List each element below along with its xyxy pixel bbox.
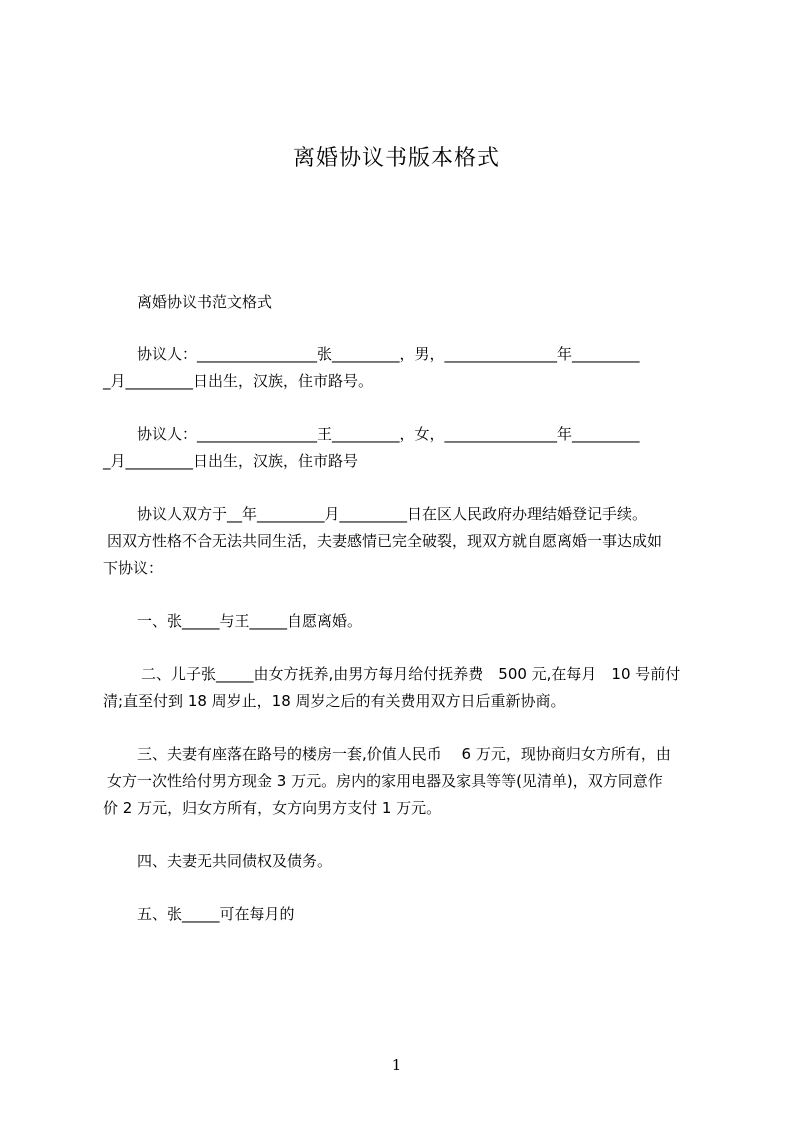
party1-line1: 协议人：________________张_________，男，_______________年_________ — [137, 345, 640, 363]
clause-4: 四、夫妻无共同债权及债务。 — [137, 852, 333, 870]
clause-1: 一、张_____与王_____自愿离婚。 — [137, 612, 363, 630]
subtitle: 离婚协议书范文格式 — [137, 293, 273, 311]
intro-line2: 因双方性格不合无法共同生活，夫妻感情已完全破裂，现双方就自愿离婚一事达成如 — [107, 532, 663, 550]
page-number: 1 — [391, 1056, 402, 1074]
clause-2-line1: 二、儿子张_____由女方抚养,由男方每月给付抚养费 500 元,在每月 10 号前付 — [141, 665, 681, 683]
clause-3-line2: 女方一次性给付男方现金 3 万元。房内的家用电器及家具等等(见清单)，双方同意作 — [107, 772, 663, 790]
clause-3-line3: 价 2 万元，归女方所有，女方向男方支付 1 万元。 — [103, 799, 442, 817]
intro-line3: 下协议： — [103, 559, 164, 577]
party2-line1: 协议人：________________王_________，女，_______________年_________ — [137, 425, 640, 443]
document-title: 离婚协议书版本格式 — [292, 146, 500, 171]
clause-3-line1: 三、夫妻有座落在路号的楼房一套,价值人民币 6 万元，现协商归女方所有，由 — [137, 745, 671, 763]
party2-line2: _月_________日出生，汉族，住市路号 — [103, 452, 359, 470]
party1-line2: _月_________日出生，汉族，住市路号。 — [103, 372, 374, 390]
intro-line1: 协议人双方于__年_________月_________日在区人民政府办理结婚登记手续。 — [137, 505, 648, 523]
clause-5: 五、张_____可在每月的 — [137, 905, 295, 923]
clause-2-line2: 清;直至付到 18 周岁止，18 周岁之后的有关费用双方日后重新协商。 — [103, 692, 566, 710]
